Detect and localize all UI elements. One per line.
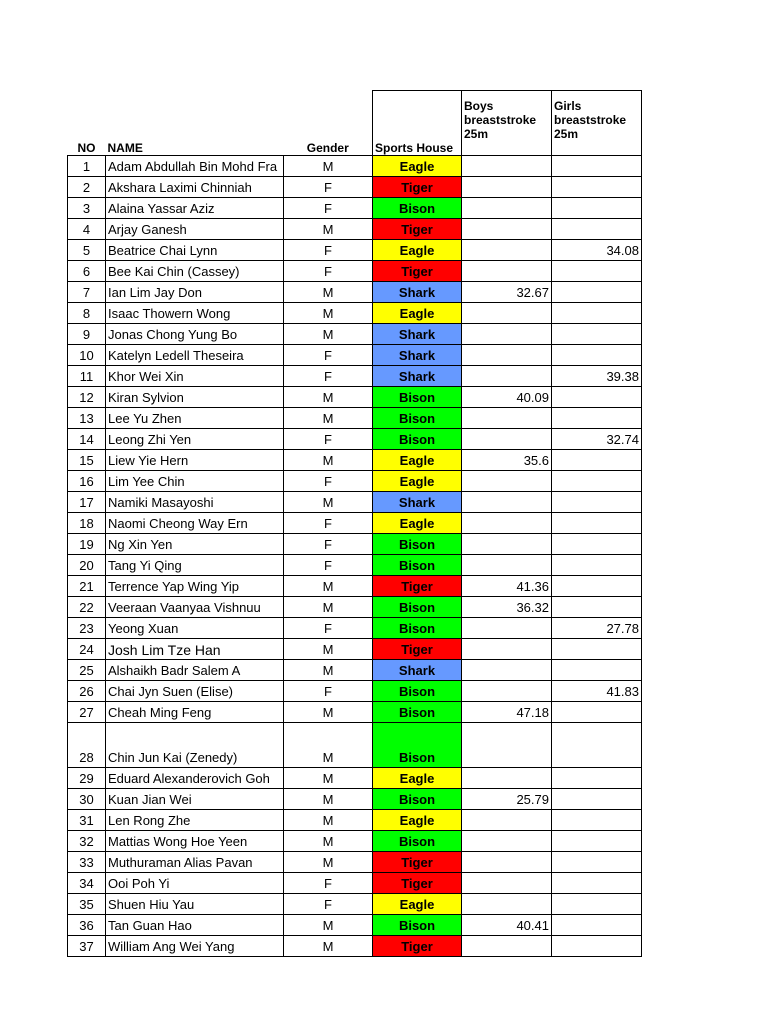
cell-girls-time[interactable] — [552, 936, 642, 957]
cell-boys-time[interactable] — [462, 723, 552, 768]
cell-girls-time[interactable] — [552, 345, 642, 366]
cell-girls-time[interactable] — [552, 177, 642, 198]
table-row — [68, 156, 642, 177]
cell-gender[interactable]: F — [284, 513, 373, 534]
cell-no[interactable]: 24 — [68, 639, 106, 660]
cell-name[interactable]: Liew Yie Hern — [106, 450, 284, 471]
cell-girls-time[interactable] — [552, 873, 642, 894]
cell-sports-house[interactable]: Eagle — [373, 894, 462, 915]
cell-no[interactable]: 28 — [68, 723, 106, 768]
cell-gender[interactable]: M — [284, 387, 373, 408]
table-row — [68, 450, 642, 471]
cell-boys-time[interactable] — [462, 198, 552, 219]
table-row — [68, 345, 642, 366]
cell-sports-house[interactable]: Bison — [373, 789, 462, 810]
cell-boys-time[interactable] — [462, 324, 552, 345]
cell-no[interactable]: 30 — [68, 789, 106, 810]
table-row — [68, 198, 642, 219]
table-body — [68, 156, 642, 957]
cell-sports-house[interactable]: Shark — [373, 345, 462, 366]
cell-boys-time[interactable]: 41.36 — [462, 576, 552, 597]
cell-no[interactable]: 2 — [68, 177, 106, 198]
table-row — [68, 534, 642, 555]
cell-sports-house[interactable]: Shark — [373, 660, 462, 681]
cell-gender[interactable]: F — [284, 429, 373, 450]
cell-gender[interactable]: M — [284, 576, 373, 597]
cell-boys-time[interactable] — [462, 639, 552, 660]
cell-gender[interactable]: M — [284, 831, 373, 852]
cell-girls-time[interactable] — [552, 450, 642, 471]
cell-girls-time[interactable]: 34.08 — [552, 240, 642, 261]
cell-girls-time[interactable] — [552, 852, 642, 873]
cell-name[interactable]: Josh Lim Tze Han — [106, 639, 284, 660]
cell-girls-time[interactable] — [552, 261, 642, 282]
cell-gender[interactable]: M — [284, 915, 373, 936]
cell-boys-time[interactable] — [462, 429, 552, 450]
cell-gender[interactable]: M — [284, 303, 373, 324]
table-row — [68, 324, 642, 345]
cell-girls-time[interactable] — [552, 408, 642, 429]
cell-no[interactable]: 34 — [68, 873, 106, 894]
cell-sports-house[interactable]: Shark — [373, 366, 462, 387]
cell-girls-time[interactable] — [552, 156, 642, 177]
cell-name[interactable]: Beatrice Chai Lynn — [106, 240, 284, 261]
cell-no[interactable]: 35 — [68, 894, 106, 915]
cell-boys-time[interactable]: 40.41 — [462, 915, 552, 936]
cell-sports-house[interactable]: Eagle — [373, 303, 462, 324]
cell-gender[interactable]: F — [284, 534, 373, 555]
table-row — [68, 555, 642, 576]
table-row — [68, 915, 642, 936]
table-row — [68, 873, 642, 894]
cell-sports-house[interactable]: Eagle — [373, 768, 462, 789]
cell-sports-house[interactable]: Bison — [373, 618, 462, 639]
table-row — [68, 219, 642, 240]
cell-boys-time[interactable]: 25.79 — [462, 789, 552, 810]
cell-name[interactable]: Eduard Alexanderovich Goh — [106, 768, 284, 789]
cell-gender[interactable]: M — [284, 723, 373, 768]
cell-girls-time[interactable] — [552, 555, 642, 576]
cell-name[interactable]: Cheah Ming Feng — [106, 702, 284, 723]
cell-gender[interactable]: F — [284, 261, 373, 282]
cell-sports-house[interactable]: Shark — [373, 324, 462, 345]
cell-boys-time[interactable] — [462, 492, 552, 513]
cell-no[interactable]: 9 — [68, 324, 106, 345]
cell-boys-time[interactable] — [462, 768, 552, 789]
cell-sports-house[interactable]: Bison — [373, 681, 462, 702]
cell-name[interactable]: Bee Kai Chin (Cassey) — [106, 261, 284, 282]
cell-gender[interactable]: M — [284, 597, 373, 618]
cell-no[interactable]: 27 — [68, 702, 106, 723]
table-row — [68, 639, 642, 660]
header-row — [68, 91, 642, 156]
cell-gender[interactable]: M — [284, 660, 373, 681]
cell-gender[interactable]: M — [284, 639, 373, 660]
cell-sports-house[interactable]: Bison — [373, 534, 462, 555]
cell-sports-house[interactable]: Bison — [373, 723, 462, 768]
cell-no[interactable]: 16 — [68, 471, 106, 492]
cell-boys-time[interactable] — [462, 681, 552, 702]
cell-boys-time[interactable]: 36.32 — [462, 597, 552, 618]
cell-boys-time[interactable] — [462, 240, 552, 261]
header-no[interactable]: NO — [68, 91, 106, 156]
cell-name[interactable]: Kuan Jian Wei — [106, 789, 284, 810]
cell-sports-house[interactable]: Tiger — [373, 873, 462, 894]
cell-no[interactable]: 6 — [68, 261, 106, 282]
cell-gender[interactable]: F — [284, 618, 373, 639]
cell-gender[interactable]: M — [284, 789, 373, 810]
table-row — [68, 282, 642, 303]
cell-boys-time[interactable] — [462, 366, 552, 387]
cell-sports-house[interactable]: Bison — [373, 429, 462, 450]
cell-no[interactable]: 29 — [68, 768, 106, 789]
cell-boys-time[interactable] — [462, 894, 552, 915]
cell-girls-time[interactable] — [552, 810, 642, 831]
cell-name[interactable]: Chin Jun Kai (Zenedy) — [106, 723, 284, 768]
cell-boys-time[interactable]: 40.09 — [462, 387, 552, 408]
cell-boys-time[interactable] — [462, 534, 552, 555]
cell-gender[interactable]: F — [284, 240, 373, 261]
cell-girls-time[interactable] — [552, 324, 642, 345]
cell-girls-time[interactable] — [552, 471, 642, 492]
cell-boys-time[interactable] — [462, 345, 552, 366]
cell-boys-time[interactable]: 32.67 — [462, 282, 552, 303]
table-row — [68, 408, 642, 429]
cell-sports-house[interactable]: Tiger — [373, 177, 462, 198]
cell-girls-time[interactable] — [552, 915, 642, 936]
cell-girls-time[interactable] — [552, 387, 642, 408]
cell-boys-time[interactable] — [462, 177, 552, 198]
cell-no[interactable]: 10 — [68, 345, 106, 366]
cell-name[interactable]: Akshara Laximi Chinniah — [106, 177, 284, 198]
cell-sports-house[interactable]: Tiger — [373, 936, 462, 957]
cell-sports-house[interactable]: Tiger — [373, 852, 462, 873]
cell-name[interactable]: Tang Yi Qing — [106, 555, 284, 576]
cell-no[interactable]: 21 — [68, 576, 106, 597]
spreadsheet — [67, 90, 642, 957]
cell-sports-house[interactable]: Shark — [373, 282, 462, 303]
table-row — [68, 894, 642, 915]
cell-no[interactable]: 25 — [68, 660, 106, 681]
cell-no[interactable]: 13 — [68, 408, 106, 429]
cell-name[interactable]: Arjay Ganesh — [106, 219, 284, 240]
cell-no[interactable]: 3 — [68, 198, 106, 219]
table-row — [68, 387, 642, 408]
cell-sports-house[interactable]: Tiger — [373, 261, 462, 282]
cell-name[interactable]: Tan Guan Hao — [106, 915, 284, 936]
cell-boys-time[interactable]: 35.6 — [462, 450, 552, 471]
cell-no[interactable]: 26 — [68, 681, 106, 702]
cell-girls-time[interactable] — [552, 576, 642, 597]
cell-no[interactable]: 14 — [68, 429, 106, 450]
cell-gender[interactable]: F — [284, 894, 373, 915]
cell-sports-house[interactable]: Bison — [373, 555, 462, 576]
cell-no[interactable]: 20 — [68, 555, 106, 576]
cell-girls-time[interactable] — [552, 492, 642, 513]
cell-no[interactable]: 32 — [68, 831, 106, 852]
cell-sports-house[interactable]: Bison — [373, 597, 462, 618]
cell-girls-time[interactable] — [552, 198, 642, 219]
header-boys-breaststroke[interactable]: Boys breaststroke 25m — [462, 91, 552, 156]
cell-boys-time[interactable] — [462, 261, 552, 282]
cell-gender[interactable]: M — [284, 702, 373, 723]
cell-name[interactable]: Alshaikh Badr Salem A — [106, 660, 284, 681]
table-row — [68, 366, 642, 387]
cell-boys-time[interactable] — [462, 852, 552, 873]
cell-girls-time[interactable] — [552, 660, 642, 681]
cell-sports-house[interactable]: Bison — [373, 198, 462, 219]
cell-girls-time[interactable] — [552, 513, 642, 534]
cell-sports-house[interactable]: Bison — [373, 702, 462, 723]
cell-no[interactable]: 8 — [68, 303, 106, 324]
cell-girls-time[interactable] — [552, 597, 642, 618]
cell-name[interactable]: Ian Lim Jay Don — [106, 282, 284, 303]
table-row — [68, 831, 642, 852]
header-sports-house[interactable]: Sports House — [373, 91, 462, 156]
cell-no[interactable]: 22 — [68, 597, 106, 618]
cell-sports-house[interactable]: Tiger — [373, 576, 462, 597]
cell-no[interactable]: 19 — [68, 534, 106, 555]
cell-name[interactable]: Lee Yu Zhen — [106, 408, 284, 429]
cell-gender[interactable]: M — [284, 450, 373, 471]
cell-sports-house[interactable]: Tiger — [373, 219, 462, 240]
cell-name[interactable]: Chai Jyn Suen (Elise) — [106, 681, 284, 702]
cell-name[interactable]: Namiki Masayoshi — [106, 492, 284, 513]
cell-name[interactable]: Ng Xin Yen — [106, 534, 284, 555]
cell-name[interactable]: Alaina Yassar Aziz — [106, 198, 284, 219]
cell-girls-time[interactable]: 27.78 — [552, 618, 642, 639]
cell-name[interactable]: Muthuraman Alias Pavan — [106, 852, 284, 873]
cell-no[interactable]: 15 — [68, 450, 106, 471]
cell-boys-time[interactable] — [462, 873, 552, 894]
cell-gender[interactable]: F — [284, 681, 373, 702]
table-row — [68, 471, 642, 492]
cell-name[interactable]: Leong Zhi Yen — [106, 429, 284, 450]
cell-name[interactable]: Adam Abdullah Bin Mohd Fra — [106, 156, 284, 177]
cell-girls-time[interactable]: 41.83 — [552, 681, 642, 702]
table-row — [68, 681, 642, 702]
cell-name[interactable]: Khor Wei Xin — [106, 366, 284, 387]
cell-gender[interactable]: F — [284, 366, 373, 387]
cell-boys-time[interactable] — [462, 831, 552, 852]
cell-boys-time[interactable]: 47.18 — [462, 702, 552, 723]
table-row — [68, 240, 642, 261]
table-row — [68, 618, 642, 639]
cell-sports-house[interactable]: Bison — [373, 387, 462, 408]
cell-no[interactable]: 17 — [68, 492, 106, 513]
table-row — [68, 768, 642, 789]
table-row — [68, 810, 642, 831]
cell-gender[interactable]: M — [284, 408, 373, 429]
cell-gender[interactable]: M — [284, 768, 373, 789]
cell-girls-time[interactable] — [552, 219, 642, 240]
table-row — [68, 492, 642, 513]
cell-boys-time[interactable] — [462, 660, 552, 681]
cell-sports-house[interactable]: Eagle — [373, 450, 462, 471]
cell-sports-house[interactable]: Eagle — [373, 513, 462, 534]
table-row — [68, 576, 642, 597]
cell-sports-house[interactable]: Eagle — [373, 471, 462, 492]
cell-no[interactable]: 11 — [68, 366, 106, 387]
cell-gender[interactable]: F — [284, 873, 373, 894]
cell-girls-time[interactable] — [552, 831, 642, 852]
table-row — [68, 660, 642, 681]
cell-no[interactable]: 12 — [68, 387, 106, 408]
cell-no[interactable]: 1 — [68, 156, 106, 177]
results-table — [67, 90, 642, 957]
cell-no[interactable]: 4 — [68, 219, 106, 240]
cell-name[interactable]: Kiran Sylvion — [106, 387, 284, 408]
cell-gender[interactable]: F — [284, 198, 373, 219]
cell-gender[interactable]: M — [284, 324, 373, 345]
table-row — [68, 597, 642, 618]
cell-boys-time[interactable] — [462, 219, 552, 240]
cell-name[interactable]: Jonas Chong Yung Bo — [106, 324, 284, 345]
cell-gender[interactable]: F — [284, 177, 373, 198]
cell-gender[interactable]: F — [284, 555, 373, 576]
cell-name[interactable]: Naomi Cheong Way Ern — [106, 513, 284, 534]
cell-gender[interactable]: M — [284, 852, 373, 873]
table-row — [68, 177, 642, 198]
cell-sports-house[interactable]: Tiger — [373, 639, 462, 660]
table-row — [68, 513, 642, 534]
cell-name[interactable]: Isaac Thowern Wong — [106, 303, 284, 324]
cell-no[interactable]: 36 — [68, 915, 106, 936]
cell-boys-time[interactable] — [462, 303, 552, 324]
cell-sports-house[interactable]: Eagle — [373, 240, 462, 261]
table-row — [68, 789, 642, 810]
cell-no[interactable]: 18 — [68, 513, 106, 534]
cell-girls-time[interactable] — [552, 723, 642, 768]
cell-name[interactable]: Mattias Wong Hoe Yeen — [106, 831, 284, 852]
cell-girls-time[interactable] — [552, 639, 642, 660]
cell-girls-time[interactable] — [552, 894, 642, 915]
cell-gender[interactable]: F — [284, 471, 373, 492]
cell-name[interactable]: Ooi Poh Yi — [106, 873, 284, 894]
cell-girls-time[interactable] — [552, 702, 642, 723]
cell-gender[interactable]: M — [284, 219, 373, 240]
cell-boys-time[interactable] — [462, 408, 552, 429]
cell-boys-time[interactable] — [462, 156, 552, 177]
cell-boys-time[interactable] — [462, 555, 552, 576]
cell-girls-time[interactable]: 39.38 — [552, 366, 642, 387]
cell-gender[interactable]: F — [284, 345, 373, 366]
table-row — [68, 852, 642, 873]
cell-sports-house[interactable]: Eagle — [373, 156, 462, 177]
header-gender[interactable]: Gender — [284, 91, 373, 156]
cell-sports-house[interactable]: Bison — [373, 915, 462, 936]
cell-boys-time[interactable] — [462, 471, 552, 492]
cell-no[interactable]: 33 — [68, 852, 106, 873]
cell-name[interactable]: Shuen Hiu Yau — [106, 894, 284, 915]
cell-girls-time[interactable] — [552, 534, 642, 555]
header-girls-breaststroke[interactable]: Girls breaststroke 25m — [552, 91, 642, 156]
table-row — [68, 936, 642, 957]
cell-gender[interactable]: M — [284, 936, 373, 957]
cell-boys-time[interactable] — [462, 810, 552, 831]
cell-name[interactable]: William Ang Wei Yang — [106, 936, 284, 957]
table-row — [68, 261, 642, 282]
cell-girls-time[interactable] — [552, 303, 642, 324]
cell-name[interactable]: Yeong Xuan — [106, 618, 284, 639]
cell-sports-house[interactable]: Shark — [373, 492, 462, 513]
cell-no[interactable]: 31 — [68, 810, 106, 831]
cell-name[interactable]: Terrence Yap Wing Yip — [106, 576, 284, 597]
cell-boys-time[interactable] — [462, 618, 552, 639]
table-row — [68, 303, 642, 324]
cell-boys-time[interactable] — [462, 513, 552, 534]
cell-girls-time[interactable] — [552, 282, 642, 303]
cell-sports-house[interactable]: Bison — [373, 408, 462, 429]
cell-name[interactable]: Veeraan Vaanyaa Vishnuu — [106, 597, 284, 618]
cell-girls-time[interactable] — [552, 768, 642, 789]
cell-girls-time[interactable]: 32.74 — [552, 429, 642, 450]
cell-name[interactable]: Len Rong Zhe — [106, 810, 284, 831]
table-row — [68, 723, 642, 768]
cell-boys-time[interactable] — [462, 936, 552, 957]
cell-no[interactable]: 37 — [68, 936, 106, 957]
cell-sports-house[interactable]: Eagle — [373, 810, 462, 831]
table-row — [68, 702, 642, 723]
cell-gender[interactable]: M — [284, 810, 373, 831]
cell-no[interactable]: 23 — [68, 618, 106, 639]
header-name[interactable]: NAME — [106, 91, 284, 156]
cell-girls-time[interactable] — [552, 789, 642, 810]
cell-name[interactable]: Katelyn Ledell Theseira — [106, 345, 284, 366]
cell-name[interactable]: Lim Yee Chin — [106, 471, 284, 492]
cell-no[interactable]: 5 — [68, 240, 106, 261]
cell-gender[interactable]: M — [284, 156, 373, 177]
cell-no[interactable]: 7 — [68, 282, 106, 303]
cell-sports-house[interactable]: Bison — [373, 831, 462, 852]
cell-gender[interactable]: M — [284, 492, 373, 513]
cell-gender[interactable]: M — [284, 282, 373, 303]
table-row — [68, 429, 642, 450]
